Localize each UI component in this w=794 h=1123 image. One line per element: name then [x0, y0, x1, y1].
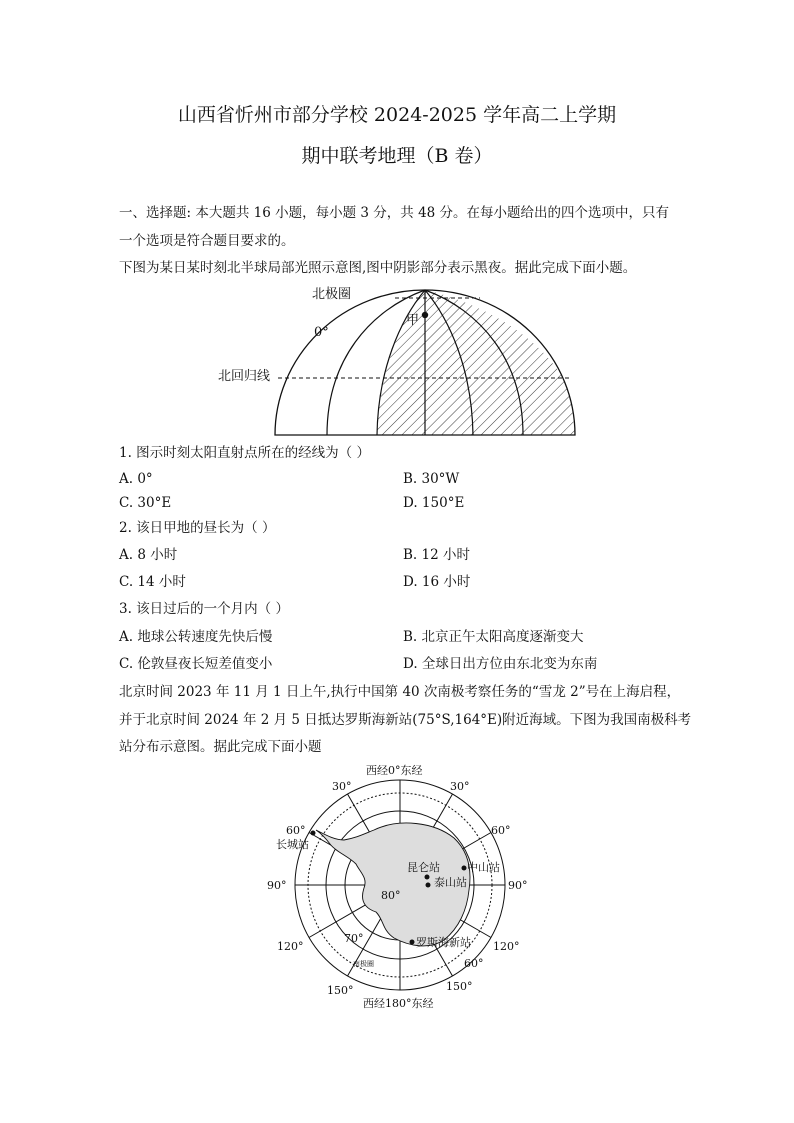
label-30-top-right: 30°	[450, 780, 470, 793]
label-0: 0°	[314, 325, 329, 340]
q3-option-d: D. 全球日出方位由东北变为东南	[403, 656, 598, 672]
label-90-left: 90°	[267, 879, 287, 892]
night-area	[377, 290, 575, 435]
antarctica-map	[264, 760, 540, 1016]
label-arctic: 北极圈	[312, 287, 352, 302]
label-80: 80°	[381, 889, 401, 902]
section-instruction-line2: 一个选项是符合题目要求的。	[119, 233, 295, 249]
q1-option-c: C. 30°E	[119, 495, 172, 511]
page-title-line2: 期中联考地理（B 卷）	[301, 145, 493, 167]
q1-option-b: B. 30°W	[403, 471, 460, 487]
label-90-right: 90°	[508, 879, 528, 892]
label-70: 70°	[344, 932, 364, 945]
illumination-diagram	[210, 280, 590, 438]
label-120-right: 120°	[493, 940, 520, 953]
label-150-right: 150°	[446, 980, 473, 993]
q1-option-a: A. 0°	[119, 471, 153, 487]
label-zhongshan: 中山站	[467, 861, 500, 874]
station-taishan-dot	[426, 883, 431, 888]
label-60-right: 60°	[491, 824, 511, 837]
label-taishan: 泰山站	[434, 876, 467, 889]
q1-stem: 1. 图示时刻太阳直射点所在的经线为（ ）	[119, 445, 370, 461]
point-jia	[422, 312, 428, 318]
q2-option-a: A. 8 小时	[119, 547, 178, 563]
label-60-left: 60°	[286, 824, 306, 837]
station-kunlun-dot	[425, 875, 430, 880]
q3-option-b: B. 北京正午太阳高度逐渐变大	[403, 629, 584, 645]
page-title-line1: 山西省忻州市部分学校 2024-2025 学年高二上学期	[177, 104, 617, 126]
intro-2-line2: 并于北京时间 2024 年 2 月 5 日抵达罗斯海新站(75°S,164°E)附近海域。下图为我国南极科考	[119, 712, 692, 728]
label-150-left: 150°	[327, 984, 354, 997]
q3-option-c: C. 伦敦昼夜长短差值变小	[119, 656, 273, 672]
label-antarctic-circle: 南极圈	[353, 960, 374, 968]
label-bottom: 西经180°东经	[363, 997, 434, 1010]
label-tropic: 北回归线	[218, 369, 271, 384]
label-60-inner: 60°	[464, 957, 484, 970]
q2-option-b: B. 12 小时	[403, 547, 470, 563]
q2-option-d: D. 16 小时	[403, 574, 471, 590]
label-great-wall: 长城站	[276, 838, 309, 851]
station-zhongshan-dot	[462, 866, 467, 871]
label-120-left: 120°	[277, 940, 304, 953]
q3-option-a: A. 地球公转速度先快后慢	[119, 629, 273, 645]
label-ross: 罗斯海新站	[416, 936, 471, 949]
label-top: 西经0°东经	[366, 764, 423, 777]
q1-option-d: D. 150°E	[403, 495, 465, 511]
section-instruction-line1: 一、选择题: 本大题共 16 小题，每小题 3 分，共 48 分。在每小题给出的四个选项中，只有	[119, 205, 670, 221]
q3-stem: 3. 该日过后的一个月内（ ）	[119, 601, 289, 617]
label-jia: 甲	[406, 313, 420, 328]
station-ross-dot	[410, 940, 415, 945]
q2-stem: 2. 该日甲地的昼长为（ ）	[119, 520, 276, 536]
station-great-wall-dot	[311, 831, 316, 836]
label-kunlun: 昆仑站	[407, 861, 440, 874]
label-30-top-left: 30°	[332, 780, 352, 793]
intro-1: 下图为某日某时刻北半球局部光照示意图,图中阴影部分表示黑夜。据此完成下面小题。	[119, 260, 637, 276]
q2-option-c: C. 14 小时	[119, 574, 186, 590]
intro-2-line3: 站分布示意图。据此完成下面小题	[119, 739, 322, 755]
intro-2-line1: 北京时间 2023 年 11 月 1 日上午,执行中国第 40 次南极考察任务的“雪龙 2”号在上海启程，	[119, 684, 681, 700]
